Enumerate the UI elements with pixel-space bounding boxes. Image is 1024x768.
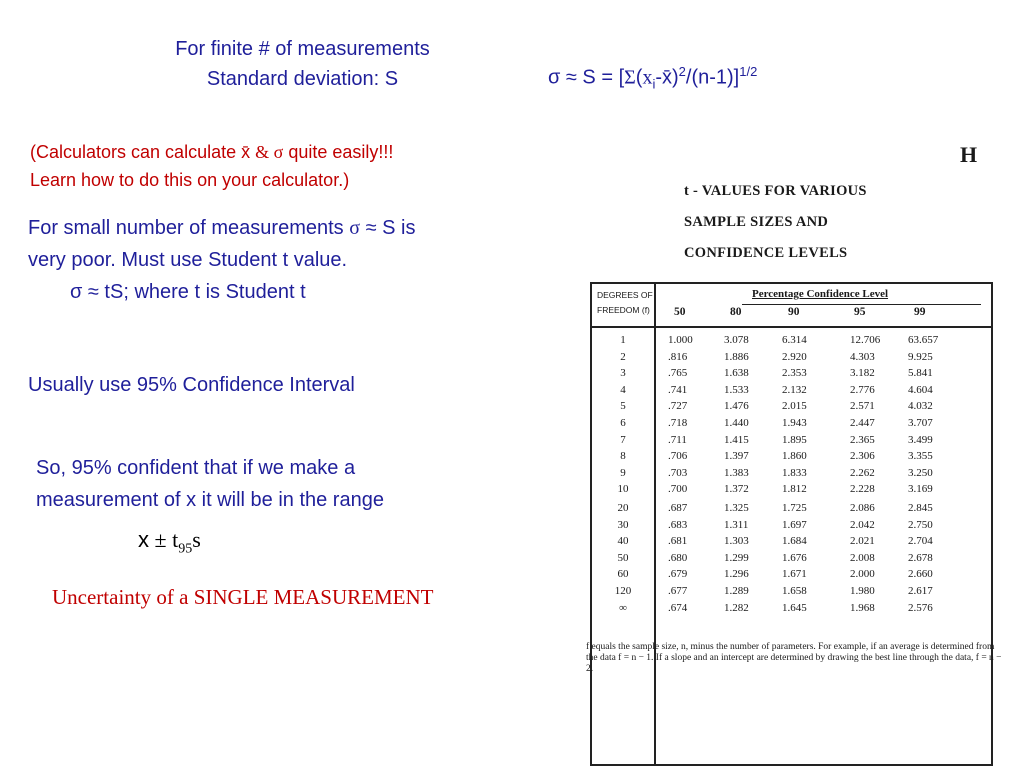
calc-note-line1a: (Calculators can calculate x̄: [30, 142, 256, 162]
t-value-cell: 12.706: [850, 334, 881, 346]
df-cell: 10: [617, 483, 629, 496]
t-value-cell: .816: [668, 350, 688, 363]
t-value-cell: 2.678: [908, 551, 933, 564]
t-value-cell: 2.920: [782, 350, 807, 363]
t-value-cell: 1.476: [724, 400, 749, 413]
slide-title: [140, 34, 465, 94]
title-line-1: For finite # of measurements: [175, 38, 430, 60]
t-table-figure: [560, 140, 1000, 700]
t-value-cell: 1.638: [724, 367, 749, 380]
confidence-level-label: Percentage Confidence Level: [752, 288, 889, 300]
t-value-cell: .718: [668, 417, 688, 429]
t-value-cell: 4.032: [908, 400, 933, 413]
t-value-cell: 9.925: [908, 350, 933, 363]
small-n-line3: σ ≈ tS; where t is Student t: [70, 281, 306, 303]
df-cell: ∞: [619, 601, 627, 614]
t-value-cell: 2.306: [850, 450, 875, 463]
table-divider: [654, 284, 656, 764]
df-cell: 6: [620, 417, 626, 429]
std-dev-formula: [548, 64, 757, 92]
t-value-cell: 1.311: [724, 518, 749, 531]
t-value-cell: 63.657: [908, 334, 939, 346]
t-value-cell: 1.325: [724, 502, 749, 514]
df-cell: 30: [617, 518, 629, 531]
formula-open: (: [635, 66, 643, 89]
t-value-cell: 2.000: [850, 568, 875, 581]
t-value-cell: 2.365: [850, 433, 875, 446]
t-value-cell: 2.262: [850, 466, 875, 479]
t-value-cell: 1.000: [668, 334, 693, 346]
so95-line1: So, 95% confident that if we make a: [36, 457, 356, 479]
t-value-cell: 1.397: [724, 450, 749, 463]
df-cell: 40: [617, 535, 629, 548]
t-value-cell: 3.499: [908, 433, 933, 446]
formula-sigma: Σ: [624, 66, 636, 89]
df-cell: 8: [620, 450, 626, 463]
t-value-cell: 1.645: [782, 601, 807, 614]
pcl-underline-rule: [742, 304, 981, 305]
t-value-cell: 1.299: [724, 551, 749, 564]
t-value-cell: 1.697: [782, 518, 807, 531]
column-header-80: 80: [730, 306, 742, 318]
small-n-line1b: ≈ S is: [360, 217, 416, 239]
t-value-cell: .677: [668, 585, 688, 597]
range-expression: [138, 527, 201, 557]
t-value-cell: 2.576: [908, 601, 933, 614]
t-value-cell: 2.086: [850, 502, 875, 514]
t-value-cell: 2.228: [850, 483, 875, 496]
dof-label-line: DEGREES OF: [597, 290, 653, 300]
t-value-cell: 2.008: [850, 551, 875, 564]
calc-note-amp: & σ: [255, 142, 284, 162]
t-value-cell: .687: [668, 502, 688, 514]
df-cell: 60: [617, 568, 629, 581]
t-value-cell: 3.250: [908, 466, 933, 479]
t-value-cell: 1.658: [782, 585, 807, 597]
table-title-line: SAMPLE SIZES AND: [684, 214, 829, 230]
uncertainty-emphasis: SINGLE MEASUREMENT: [193, 585, 434, 609]
t-value-cell: 1.533: [724, 383, 749, 396]
column-header-95: 95: [854, 306, 866, 318]
table-title-line: t - VALUES FOR VARIOUS: [684, 183, 867, 199]
formula-power: 1/2: [739, 64, 758, 79]
title-line-2: Standard deviation: S: [206, 68, 399, 90]
t-value-cell: 5.841: [908, 367, 933, 380]
t-value-cell: 2.704: [908, 535, 933, 548]
calc-note-line2: Learn how to do this on your calculator.): [30, 170, 350, 190]
t-value-cell: .706: [668, 450, 688, 463]
t-value-cell: .703: [668, 466, 688, 479]
t-value-cell: 2.042: [850, 518, 875, 531]
range-sub-95: 95: [178, 541, 193, 557]
t-value-cell: 1.372: [724, 483, 749, 496]
panel-letter: H: [960, 142, 978, 167]
df-cell: 7: [620, 433, 626, 446]
t-value-cell: 1.282: [724, 601, 749, 614]
formula-sub-i: i: [652, 76, 656, 92]
table-title: [684, 176, 867, 269]
t-value-cell: 2.660: [908, 568, 933, 581]
confidence-paragraph: [36, 452, 384, 516]
t-value-cell: 3.078: [724, 334, 749, 346]
calc-note-line1b: quite easily!!!: [283, 142, 394, 162]
t-value-cell: 2.132: [782, 383, 807, 396]
small-n-sigma: σ: [349, 217, 361, 239]
df-cell: 3: [620, 367, 626, 380]
formula-rest: /(n-1)]: [685, 66, 740, 89]
t-value-cell: 1.895: [782, 433, 807, 446]
usually-95-text: Usually use 95% Confidence Interval: [28, 374, 355, 396]
t-value-cell: 1.886: [724, 350, 749, 363]
df-cell: 4: [620, 383, 626, 396]
range-x: x: [138, 527, 149, 552]
table-footnote: f equals the sample size, n, minus the number of parameters. For example, if an average is determined from the data f = n − 1. If a slope and an intercept are determined by drawing the best line through the data, f = n − 2.: [586, 642, 1002, 674]
t-value-cell: 6.314: [782, 334, 807, 346]
formula-lhs: σ ≈ S = [: [548, 66, 625, 89]
column-header-99: 99: [914, 306, 926, 318]
t-value-cell: 1.383: [724, 466, 749, 479]
t-value-cell: .681: [668, 535, 688, 548]
t-value-cell: 1.440: [724, 417, 749, 429]
t-value-cell: 3.169: [908, 483, 933, 496]
range-s: s: [192, 527, 201, 552]
t-value-cell: 4.604: [908, 383, 933, 396]
t-value-cell: 1.943: [782, 417, 807, 429]
formula-xi: x: [642, 66, 653, 89]
t-value-cell: 3.355: [908, 450, 933, 463]
t-value-cell: .727: [668, 400, 688, 413]
t-value-cell: 1.684: [782, 535, 807, 548]
small-n-paragraph: [28, 212, 415, 308]
df-cell: 9: [620, 466, 626, 479]
t-value-cell: 1.812: [782, 483, 807, 496]
t-value-cell: 2.617: [908, 585, 933, 597]
df-cell: 5: [620, 400, 626, 413]
dof-label: [597, 288, 653, 318]
df-cell: 20: [617, 502, 629, 514]
t-value-cell: .674: [668, 601, 688, 614]
t-value-cell: 1.860: [782, 450, 807, 463]
t-value-cell: 1.968: [850, 601, 875, 614]
range-pm-t: ± t: [149, 527, 179, 552]
t-value-cell: 1.303: [724, 535, 749, 548]
dof-label-line: FREEDOM (f): [597, 305, 650, 315]
t-value-cell: 3.707: [908, 417, 933, 429]
t-value-cell: 2.447: [850, 417, 875, 429]
t-value-cell: 1.725: [782, 502, 807, 514]
t-value-cell: 2.015: [782, 400, 807, 413]
df-cell: 1: [620, 334, 626, 346]
t-value-cell: .683: [668, 518, 688, 531]
so95-line2: measurement of x it will be in the range: [36, 489, 384, 511]
t-value-cell: .700: [668, 483, 688, 496]
t-value-cell: .711: [668, 433, 687, 446]
df-cell: 50: [617, 551, 629, 564]
df-cell: 2: [620, 350, 626, 363]
uncertainty-caption: [52, 585, 433, 610]
uncertainty-prefix: Uncertainty of a: [52, 585, 194, 609]
t-value-cell: 2.776: [850, 383, 875, 396]
t-value-cell: 1.415: [724, 433, 749, 446]
t-value-cell: 1.833: [782, 466, 807, 479]
column-header-90: 90: [788, 306, 800, 318]
t-value-cell: 1.296: [724, 568, 749, 581]
t-value-cell: 3.182: [850, 367, 875, 380]
formula-square: 2: [678, 64, 686, 79]
t-value-cell: 2.750: [908, 518, 933, 531]
column-header-50: 50: [674, 306, 686, 318]
t-value-cell: .741: [668, 383, 688, 396]
t-value-cell: 1.671: [782, 568, 807, 581]
table-divider: [592, 326, 991, 328]
t-values-table: [590, 282, 993, 766]
t-value-cell: 2.845: [908, 502, 933, 514]
small-n-line2: very poor. Must use Student t value.: [28, 249, 348, 271]
t-value-cell: .765: [668, 367, 688, 380]
formula-minus-xbar: -x̄): [655, 66, 679, 89]
t-value-cell: .680: [668, 551, 688, 564]
calculator-note: [30, 138, 393, 194]
t-value-cell: 2.571: [850, 400, 875, 413]
table-title-line: CONFIDENCE LEVELS: [684, 245, 848, 261]
t-value-cell: 2.021: [850, 535, 875, 548]
df-cell: 120: [614, 585, 632, 597]
t-value-cell: 2.353: [782, 367, 807, 380]
t-value-cell: 4.303: [850, 350, 875, 363]
t-value-cell: 1.980: [850, 585, 875, 597]
small-n-line1a: For small number of measurements: [28, 217, 350, 239]
t-value-cell: 1.289: [724, 585, 749, 597]
t-value-cell: .679: [668, 568, 688, 581]
t-value-cell: 1.676: [782, 551, 807, 564]
